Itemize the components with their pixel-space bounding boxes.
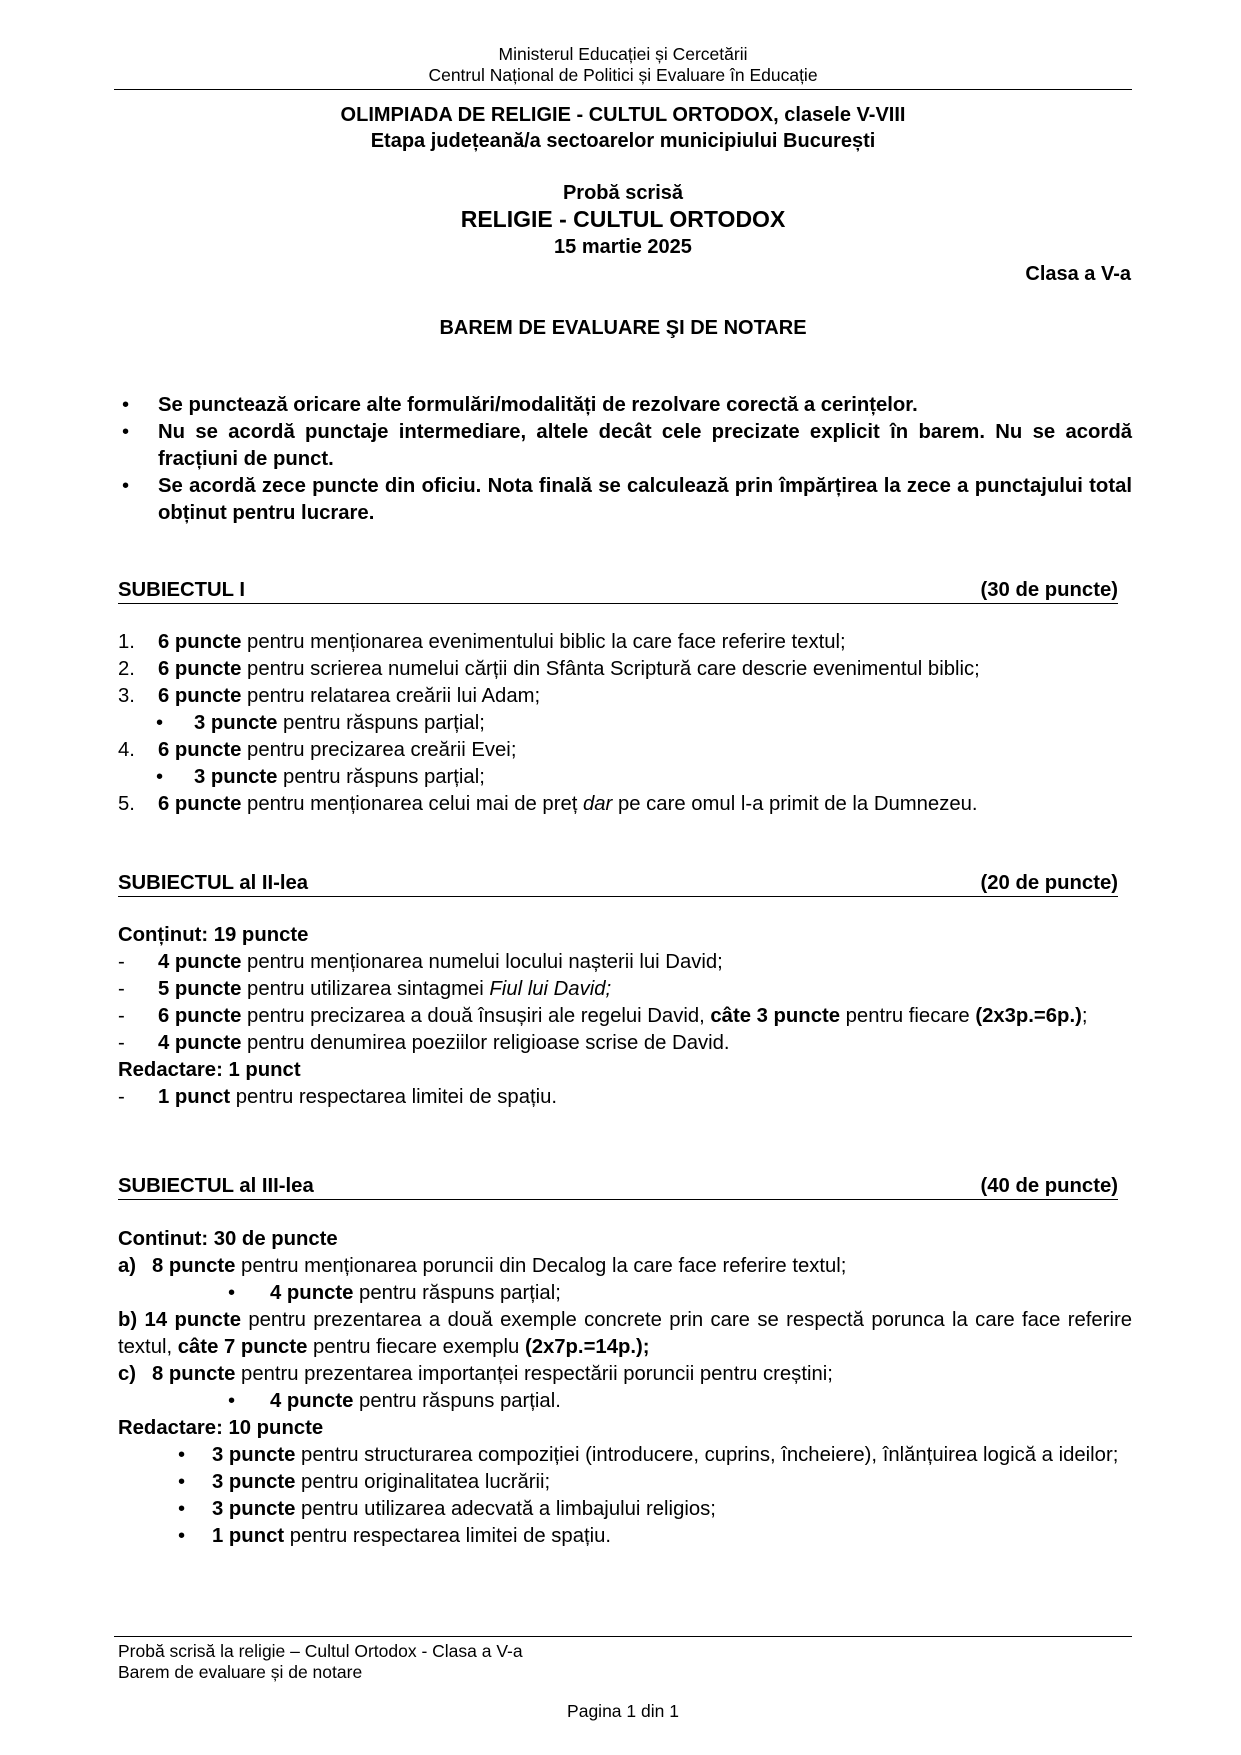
section-3-points: (40 de puncte): [980, 1175, 1118, 1197]
list-subitem: • 3 puncte pentru originalitatea lucrării;: [178, 1471, 551, 1493]
list-item: c) 8 puncte pentru prezentarea importanței respectării poruncii pentru creștini;: [118, 1363, 833, 1385]
list-item: 3. 6 puncte pentru relatarea creării lui Adam;: [118, 685, 541, 707]
list-subitem: • 3 puncte pentru răspuns parțial;: [156, 712, 485, 734]
list-subitem: • 3 puncte pentru răspuns parțial;: [156, 766, 485, 788]
section-1-points: (30 de puncte): [980, 579, 1118, 601]
content-label: Conținut: 19 puncte: [118, 924, 309, 946]
redactare-label: Redactare: 10 puncte: [118, 1417, 324, 1439]
list-subitem: • 1 punct pentru respectarea limitei de spațiu.: [178, 1525, 612, 1547]
section-2-points: (20 de puncte): [980, 872, 1118, 894]
class-label: Clasa a V-a: [1025, 263, 1131, 285]
footer-divider: [114, 1636, 1132, 1637]
doc-title: BAREM DE EVALUARE ŞI DE NOTARE: [439, 317, 807, 339]
header-ministry: Ministerul Educației și Cercetării: [498, 44, 748, 64]
list-item: a) 8 puncte pentru menționarea poruncii din Decalog la care face referire textul;: [118, 1255, 847, 1277]
footer-line-1: Probă scrisă la religie – Cultul Ortodox - Clasa a V-a: [118, 1641, 523, 1661]
list-item: 1. 6 puncte pentru menționarea evenimentului biblic la care face referire textul;: [118, 631, 846, 653]
general-rule: • Se acordă zece puncte din oficiu. Nota finală se calculează prin împărțirea la zece a punctajului total obținut pentru lucrare.: [122, 473, 1132, 527]
section-3-title: SUBIECTUL al III-lea: [118, 1175, 314, 1197]
general-rule: • Nu se acordă punctaje intermediare, altele decât cele precizate explicit în barem. Nu se acordă fracțiuni de punct.: [122, 419, 1132, 473]
header-divider: [114, 89, 1132, 90]
subject-title: RELIGIE - CULTUL ORTODOX: [460, 206, 786, 232]
list-item: - 5 puncte pentru utilizarea sintagmei Fiul lui David;: [118, 978, 612, 1000]
section-1-heading: [118, 577, 1118, 604]
list-item: 2. 6 puncte pentru scrierea numelui cărții din Sfânta Scriptură care descrie evenimentul biblic;: [118, 658, 980, 680]
section-2-heading: [118, 870, 1118, 897]
list-item: 5. 6 puncte pentru menționarea celui mai de preț dar pe care omul l-a primit de la Dumnezeu.: [118, 793, 978, 815]
footer-line-2: Barem de evaluare și de notare: [118, 1662, 363, 1682]
section-1-title: SUBIECTUL I: [118, 579, 245, 601]
header-center: Centrul Național de Politici și Evaluare în Educație: [428, 65, 818, 85]
list-item: - 6 puncte pentru precizarea a două însușiri ale regelui David, câte 3 puncte pentru fiecare (2x3p.=6p.);: [118, 1005, 1088, 1027]
list-subitem: • 4 puncte pentru răspuns parțial;: [228, 1282, 561, 1304]
list-item: - 4 puncte pentru menționarea numelui locului nașterii lui David;: [118, 951, 723, 973]
list-item: b) 14 puncte pentru prezentarea a două exemple concrete prin care se respectă porunca la care face referire textul, câte 7 puncte pentru fiecare exemplu (2x7p.=14p.);: [118, 1309, 1132, 1358]
general-rules-list: [122, 392, 1132, 527]
list-subitem: • 3 puncte pentru utilizarea adecvată a limbajului religios;: [178, 1498, 716, 1520]
test-type: Probă scrisă: [562, 182, 684, 204]
list-item: - 4 puncte pentru denumirea poeziilor religioase scrise de David.: [118, 1032, 730, 1054]
list-item: - 1 punct pentru respectarea limitei de spațiu.: [118, 1086, 558, 1108]
content-label: Continut: 30 de puncte: [118, 1228, 338, 1250]
page-number: Pagina 1 din 1: [567, 1701, 679, 1721]
list-subitem: • 3 puncte pentru structurarea compoziției (introducere, cuprins, încheiere), înlănțuirea logică a ideilor;: [178, 1444, 1119, 1466]
section-1-items: [118, 629, 1132, 818]
list-subitem: • 4 puncte pentru răspuns parțial.: [228, 1390, 561, 1412]
redactare-label: Redactare: 1 punct: [118, 1059, 301, 1081]
general-rule: • Se punctează oricare alte formulări/modalități de rezolvare corectă a cerințelor.: [122, 392, 1132, 419]
exam-date: 15 martie 2025: [554, 236, 692, 258]
section-2-title: SUBIECTUL al II-lea: [118, 872, 309, 894]
list-item: 4. 6 puncte pentru precizarea creării Evei;: [118, 739, 517, 761]
section-3-items: [118, 1226, 1132, 1550]
olympiad-title: OLIMPIADA DE RELIGIE - CULTUL ORTODOX, clasele V-VIII: [340, 104, 906, 126]
stage-title: Etapa județeană/a sectoarelor municipiului București: [370, 130, 876, 152]
section-3-heading: [118, 1173, 1118, 1200]
section-2-items: [118, 922, 1132, 1111]
